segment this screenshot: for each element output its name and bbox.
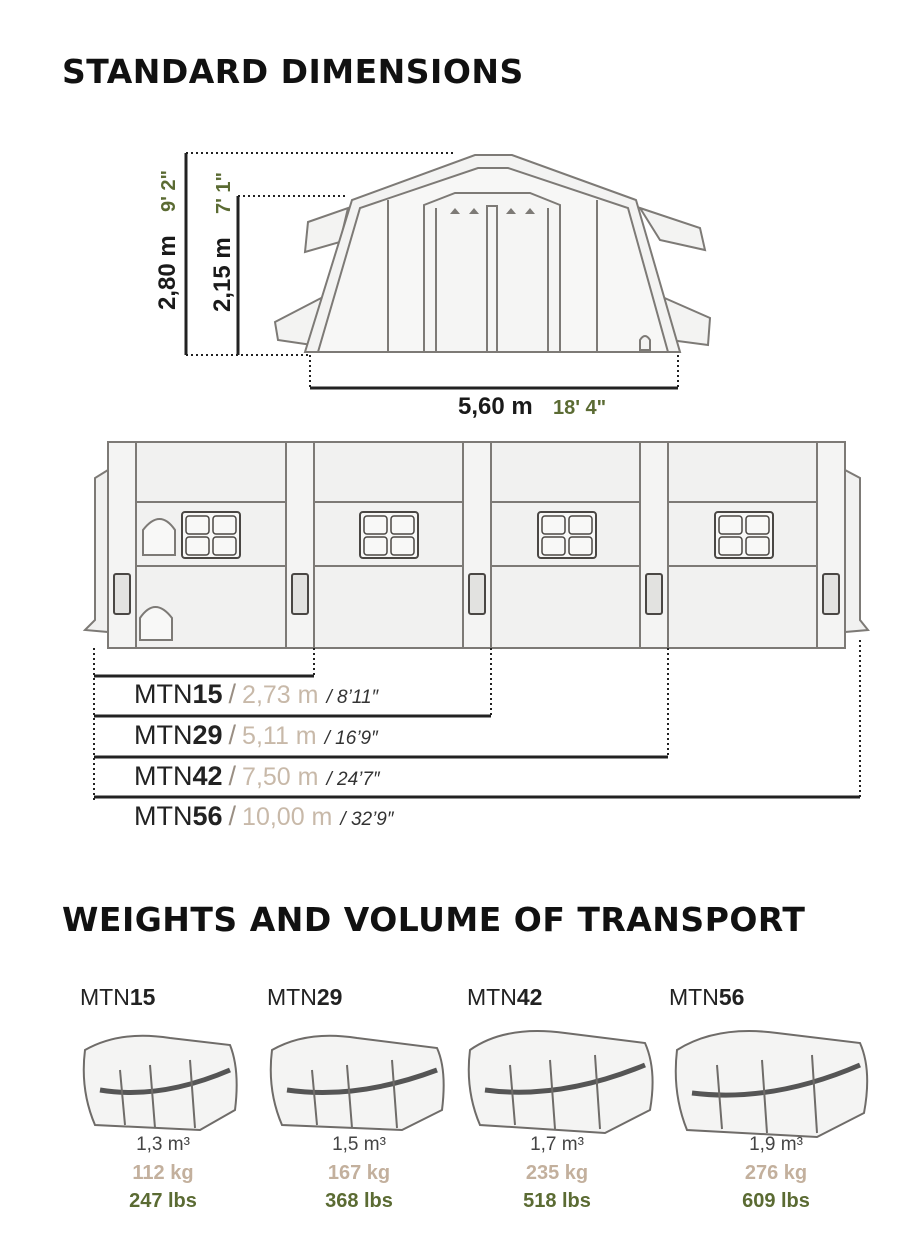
weights-volume-heading: WEIGHTS AND VOLUME OF TRANSPORT (62, 900, 806, 939)
pack-weight-lbs: 518 lbs (523, 1190, 591, 1212)
pack-weight-kg: 276 kg (744, 1162, 808, 1184)
model-prefix: MTN (134, 679, 193, 709)
width-imperial: 18' 4" (553, 397, 607, 419)
pack-name-mtn15 (80, 984, 155, 1011)
model-length-mtn15 (134, 679, 378, 710)
pack-prefix: MTN (669, 984, 719, 1010)
pack-weight-lbs: 247 lbs (129, 1190, 197, 1212)
pack-volume: 1,7 m³ (530, 1134, 584, 1155)
standard-dimensions-heading: STANDARD DIMENSIONS (62, 52, 524, 91)
pack-weight-lbs: 609 lbs (742, 1190, 810, 1212)
model-number: 29 (192, 720, 223, 750)
length-metric: 5,11 m (242, 722, 317, 750)
transport-pack-icons (84, 1031, 867, 1137)
model-prefix: MTN (134, 720, 193, 750)
pack-specs-mtn29 (269, 1131, 449, 1215)
pack-prefix: MTN (80, 984, 130, 1010)
height-wall-metric: 2,15 m (209, 237, 236, 312)
pack-weight-lbs: 368 lbs (325, 1190, 393, 1212)
separator: / (228, 761, 237, 791)
pack-volume: 1,9 m³ (749, 1134, 803, 1155)
separator: / (228, 679, 237, 709)
pack-specs-mtn15 (73, 1131, 253, 1215)
model-length-mtn42 (134, 761, 380, 792)
length-imperial: / 32’9″ (340, 809, 394, 830)
separator: / (228, 801, 237, 831)
model-prefix: MTN (134, 761, 193, 791)
pack-mtn15-illustration (84, 1036, 237, 1130)
model-number: 15 (192, 679, 223, 709)
model-prefix: MTN (134, 801, 193, 831)
model-number: 42 (192, 761, 223, 791)
pack-weight-kg: 235 kg (525, 1162, 589, 1184)
pack-name-mtn29 (267, 984, 342, 1011)
separator: / (228, 720, 237, 750)
width-metric: 5,60 m (458, 393, 533, 420)
length-metric: 2,73 m (242, 681, 319, 709)
pack-weight-kg: 112 kg (132, 1162, 194, 1184)
model-number: 56 (192, 801, 223, 831)
pack-specs-mtn42 (467, 1131, 647, 1215)
pack-number: 15 (129, 984, 156, 1010)
pack-mtn42-illustration (469, 1031, 653, 1133)
pack-number: 56 (718, 984, 745, 1010)
tent-front-view (275, 155, 710, 352)
height-total-imperial: 9' 2" (158, 169, 180, 212)
pack-name-mtn56 (669, 984, 744, 1011)
height-total-metric: 2,80 m (154, 235, 181, 310)
model-length-mtn56 (134, 801, 394, 832)
pack-prefix: MTN (267, 984, 317, 1010)
pack-prefix: MTN (467, 984, 517, 1010)
length-imperial: / 24’7″ (326, 769, 380, 790)
pack-specs-mtn56 (686, 1131, 866, 1215)
length-metric: 10,00 m (242, 803, 333, 831)
length-metric: 7,50 m (242, 763, 319, 791)
pack-name-mtn42 (467, 984, 542, 1011)
height-wall-imperial: 7' 1" (213, 171, 235, 214)
pack-mtn29-illustration (271, 1036, 444, 1130)
pack-mtn56-illustration (676, 1031, 867, 1137)
length-imperial: / 16’9″ (324, 728, 378, 749)
pack-volume: 1,3 m³ (136, 1134, 190, 1155)
pack-number: 42 (516, 984, 543, 1010)
model-length-mtn29 (134, 720, 378, 751)
pack-number: 29 (316, 984, 343, 1010)
length-imperial: / 8’11″ (326, 687, 379, 708)
pack-volume: 1,5 m³ (332, 1134, 386, 1155)
pack-weight-kg: 167 kg (327, 1162, 391, 1184)
